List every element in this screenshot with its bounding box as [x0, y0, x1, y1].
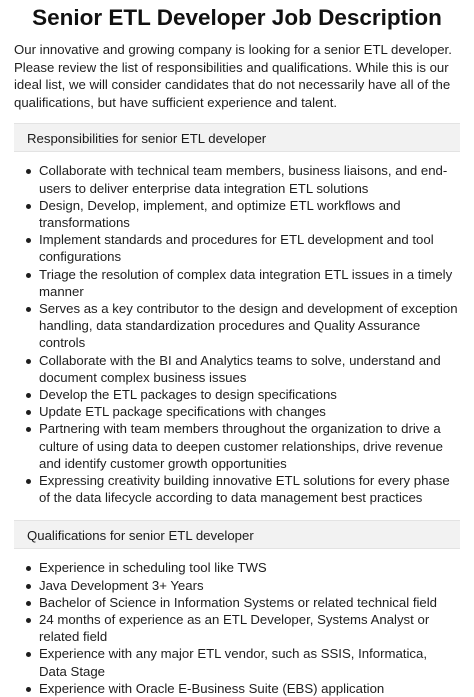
responsibility-item: Collaborate with the BI and Analytics teams to solve, understand and document complex business issues	[14, 352, 460, 386]
qualification-item: Bachelor of Science in Information Systems or related technical field	[14, 594, 460, 611]
responsibility-item: Expressing creativity building innovative ETL solutions for every phase of the data lifecycle according to data management best practices	[14, 472, 460, 506]
qualification-item: Java Development 3+ Years	[14, 577, 460, 594]
page-title: Senior ETL Developer Job Description	[32, 5, 442, 30]
responsibility-item: Develop the ETL packages to design specifications	[14, 386, 460, 403]
qualification-item: Experience with Oracle E-Business Suite (EBS) application	[14, 680, 460, 697]
responsibility-item: Serves as a key contributor to the design and development of exception handling, data standardization procedures and Quality Assurance controls	[14, 300, 460, 352]
responsibility-item: Collaborate with technical team members, business liaisons, and end-users to deliver enterprise data integration ETL solutions	[14, 162, 460, 196]
qualification-item: Experience in scheduling tool like TWS	[14, 559, 460, 576]
responsibility-item: Implement standards and procedures for ETL development and tool configurations	[14, 231, 460, 265]
intro-paragraph: Our innovative and growing company is looking for a senior ETL developer. Please review the list of responsibilities and qualifications. While this is our ideal list, we will consider candidates that do not necessarily have all of the qualifications, but have sufficient experience and talent.	[14, 42, 452, 110]
responsibility-item: Update ETL package specifications with changes	[14, 403, 460, 420]
qualifications-header: Qualifications for senior ETL developer	[14, 520, 460, 549]
responsibility-item: Design, Develop, implement, and optimize ETL workflows and transformations	[14, 197, 460, 231]
responsibility-item: Triage the resolution of complex data integration ETL issues in a timely manner	[14, 266, 460, 300]
responsibilities-header: Responsibilities for senior ETL developer	[14, 123, 460, 152]
responsibility-item: Partnering with team members throughout the organization to drive a culture of using data to deepen customer relationships, drive revenue and identify customer growth opportunities	[14, 420, 460, 472]
responsibilities-list	[14, 162, 460, 506]
qualification-item: 24 months of experience as an ETL Developer, Systems Analyst or related field	[14, 611, 460, 645]
qualification-item: Experience with any major ETL vendor, such as SSIS, Informatica, Data Stage	[14, 645, 460, 679]
qualifications-list	[14, 559, 460, 697]
